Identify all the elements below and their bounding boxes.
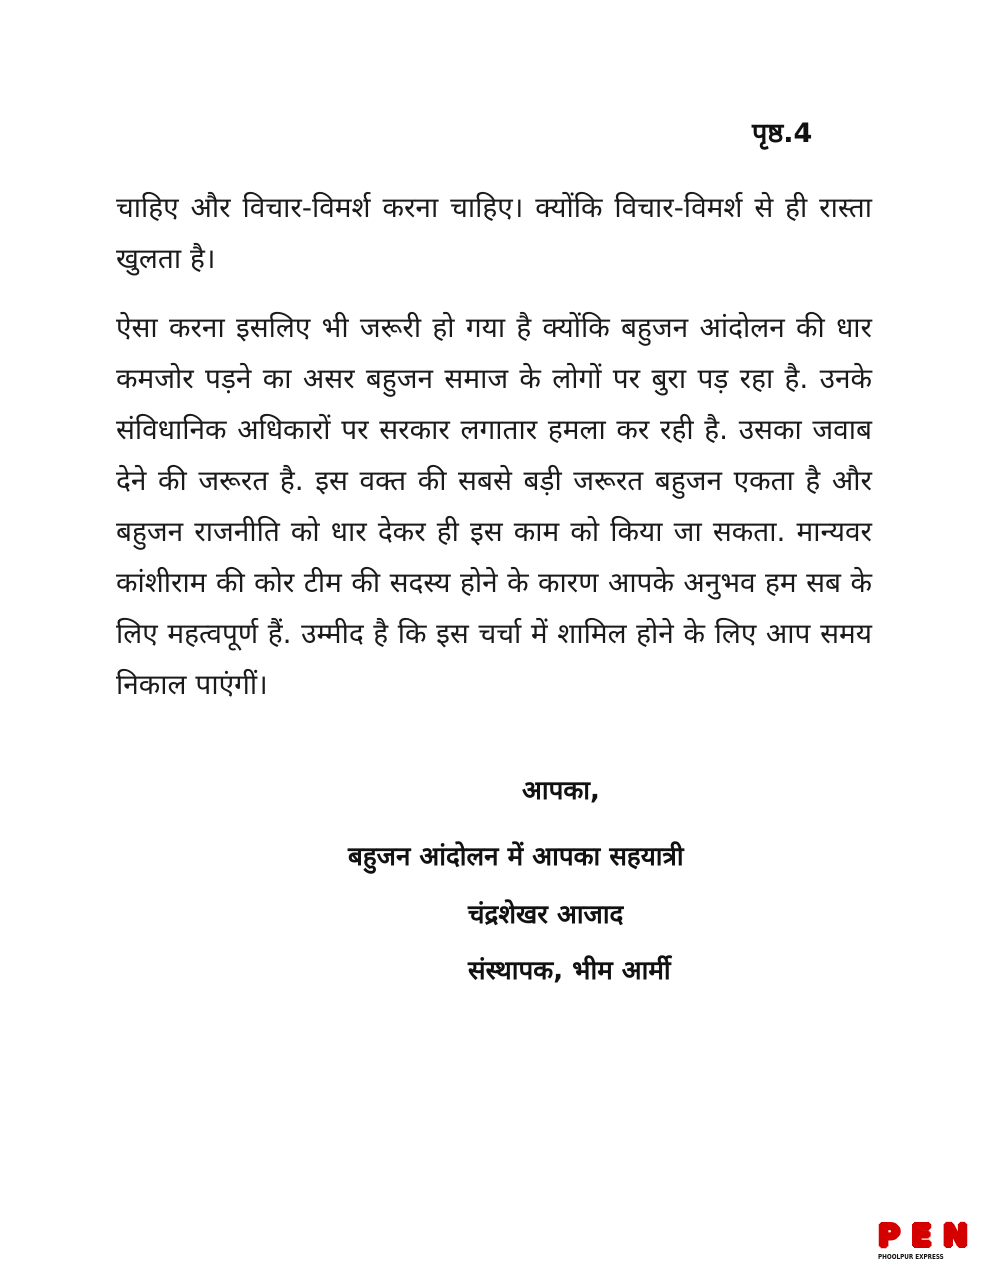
signatory-name: चंद्रशेखर आजाद	[468, 900, 624, 930]
body-paragraph: ऐसा करना इसलिए भी जरूरी हो गया है क्योंकि बहुजन आंदोलन की धार कमजोर पड़ने का असर बहुजन समाज के लोगों पर बुरा पड़ रहा है. उनके संविधानिक अधिकारों पर सरकार लगातार हमला कर रही है. उसका जवाब देने की जरूरत है. इस वक्त की सबसे बड़ी जरूरत बहुजन एकता है और बहुजन राजनीति को धार देकर ही इस काम को किया जा सकता. मान्यवर कांशीराम की कोर टीम की सदस्य होने के कारण आपके अनुभव हम सब के लिए महत्वपूर्ण हैं. उम्मीद है कि इस चर्चा में शामिल होने के लिए आप समय निकाल पाएंगीं।	[116, 311, 872, 701]
body-paragraph: चाहिए और विचार-विमर्श करना चाहिए। क्योंकि विचार-विमर्श से ही रास्ता खुलता है।	[116, 191, 872, 275]
logo-letters	[878, 1219, 968, 1254]
signatory-title: संस्थापक, भीम आर्मी	[468, 956, 671, 986]
logo-letter: E	[911, 1219, 932, 1254]
logo-letter: N	[942, 1219, 968, 1254]
closing-companion-line: बहुजन आंदोलन में आपका सहयात्री	[348, 842, 684, 872]
page-number: पृष्ठ.4	[752, 118, 813, 149]
closing-salutation: आपका,	[522, 776, 600, 806]
logo-tagline: PHOOLPUR EXPRESS	[878, 1253, 944, 1261]
logo-letter: P	[878, 1219, 900, 1254]
pen-logo	[878, 1219, 970, 1270]
